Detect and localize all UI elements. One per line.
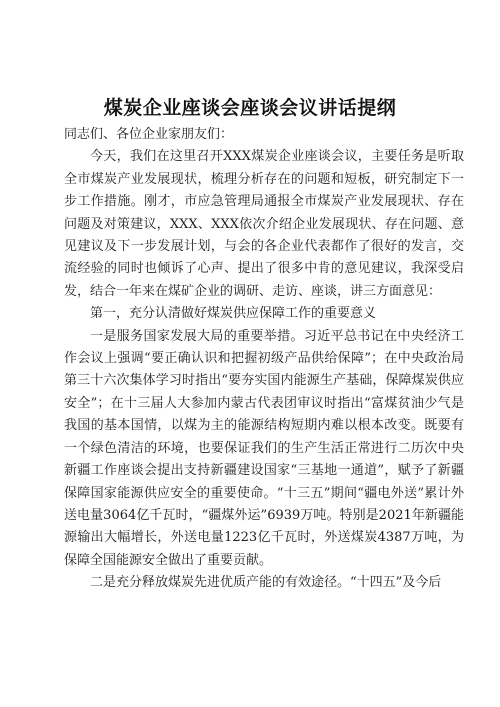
- document-body: [64, 124, 464, 595]
- document-title: 煤炭企业座谈会座谈会议讲话提纲: [103, 97, 397, 119]
- paragraph-intro: 今天，我们在这里召开XXX煤炭企业座谈会议，主要任务是听取全市煤炭产业发展现状，梳理分析存在的问题和短板，研究制定下一步工作措施。刚才，市应急管理局通报全市煤炭产业发展现状、存在问题及对策建议，XXX、XXX依次介绍企业发展现状、存在问题、意见建议及下一步发展计划，与会的各企业代表都作了很好的发言，交流经验的同时也倾诉了心声、提出了很多中肯的意见建议，我深受启发，结合一年来在煤矿企业的调研、走访、座谈，讲三方面意见：: [64, 149, 464, 299]
- section-heading-first: 第一，充分认清做好煤炭供应保障工作的重要意义: [90, 306, 377, 322]
- paragraph-point-one: 一是服务国家发展大局的重要举措。习近平总书记在中央经济工作会议上强调“要正确认识和把握初级产品供给保障”；在中央政治局第三十六次集体学习时指出“要夯实国内能源生产基础，保障煤炭供应安全”；在十三届人大参加内蒙古代表团审议时指出“富煤贫油少气是我国的基本国情，以煤为主的能源结构短期内难以根本改变。既要有一个绿色清洁的环境，也要保证我们的生产生活正常进行二历次中央新疆工作座谈会提出支持新疆建设国家“三基地一通道”，赋予了新疆保障国家能源供应安全的重要使命。“十三五”期间“疆电外送”累计外送电量3064亿千瓦时，“疆煤外运”6939万吨。特别是2021年新疆能源输出大幅增长，外送电量1223亿千瓦时，外送煤炭4387万吨，为保障全国能源安全做出了重要贡献。: [64, 328, 464, 568]
- paragraph-point-two: 二是充分释放煤炭先进优质产能的有效途径。“十四五”及今后: [90, 575, 442, 591]
- salutation: 同志们、各位企业家朋友们：: [64, 127, 234, 142]
